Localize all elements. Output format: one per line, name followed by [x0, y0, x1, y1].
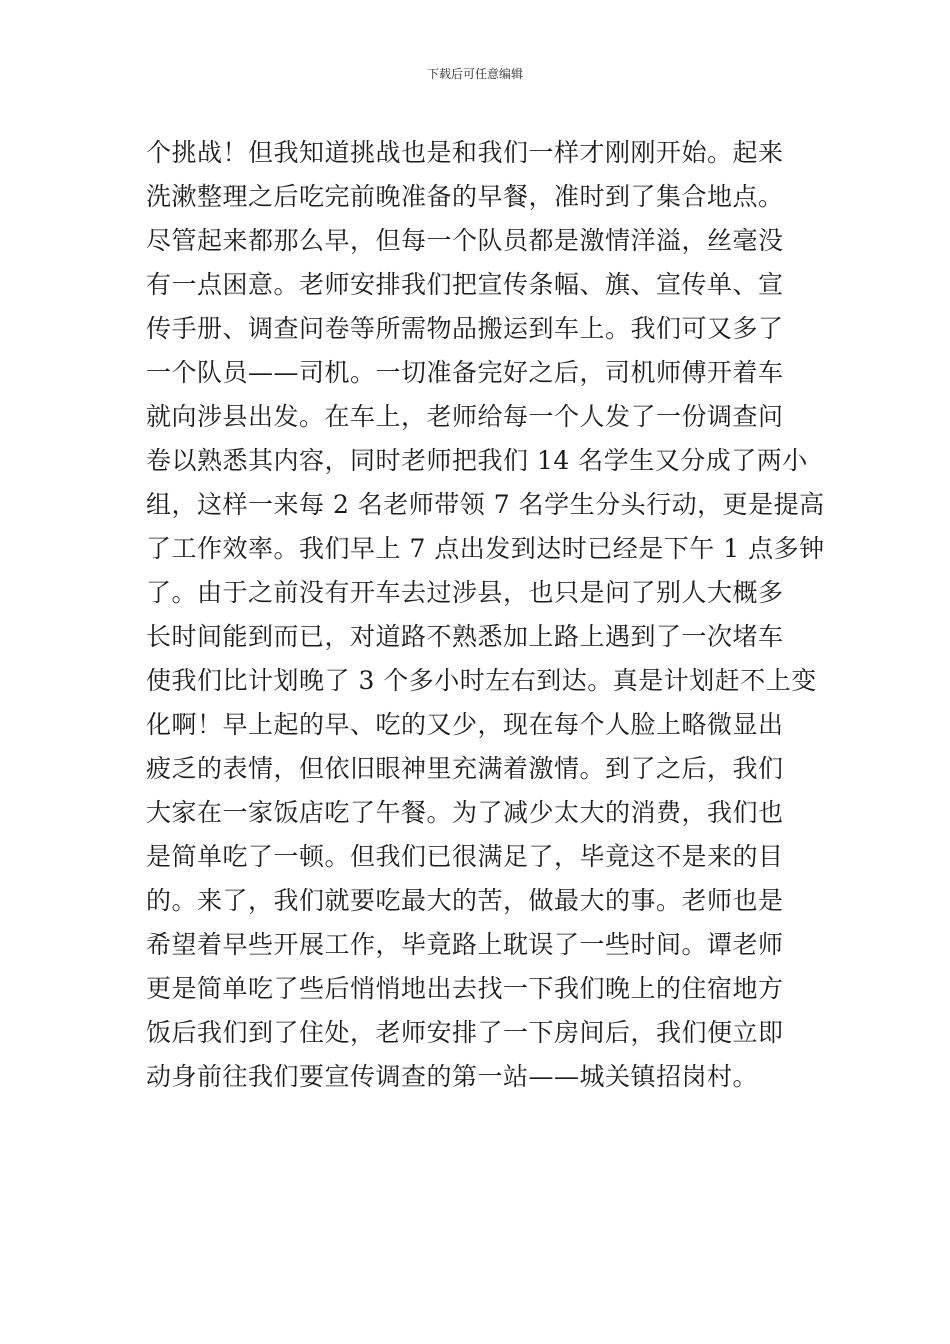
text-line: 洗漱整理之后吃完前晚准备的早餐，准时到了集合地点。: [146, 182, 784, 211]
text-line: 饭后我们到了住处，老师安排了一下房间后，我们便立即: [146, 1018, 784, 1047]
text-line: 了。由于之前没有开车去过涉县，也只是问了别人大概多: [146, 578, 784, 607]
text-line: 一个队员——司机。一切准备完好之后，司机师傅开着车: [146, 358, 784, 387]
text-line: 使我们比计划晚了 3 个多小时左右到达。真是计划赶不上变: [146, 666, 817, 695]
text-line: 了工作效率。我们早上 7 点出发到达时已经是下午 1 点多钟: [146, 534, 825, 563]
text-line: 大家在一家饭店吃了午餐。为了减少太大的消费，我们也: [146, 798, 784, 827]
text-line: 个挑战！但我知道挑战也是和我们一样才刚刚开始。起来: [146, 138, 784, 167]
text-line: 长时间能到而已，对道路不熟悉加上路上遇到了一次堵车: [146, 622, 784, 651]
text-line: 疲乏的表情，但依旧眼神里充满着激情。到了之后，我们: [146, 754, 784, 783]
body-text: [146, 131, 825, 1099]
text-line: 尽管起来都那么早，但每一个队员都是激情洋溢，丝毫没: [146, 226, 784, 255]
text-line: 更是简单吃了些后悄悄地出去找一下我们晚上的住宿地方: [146, 974, 784, 1003]
text-line: 的。来了，我们就要吃最大的苦，做最大的事。老师也是: [146, 886, 784, 915]
text-line: 有一点困意。老师安排我们把宣传条幅、旗、宣传单、宣: [146, 270, 784, 299]
page-header: 下载后可任意编辑: [426, 67, 523, 81]
text-line: 是简单吃了一顿。但我们已很满足了，毕竟这不是来的目: [146, 842, 784, 871]
text-line: 化啊！早上起的早、吃的又少，现在每个人脸上略微显出: [146, 710, 784, 739]
text-line: 就向涉县出发。在车上，老师给每一个人发了一份调查问: [146, 402, 784, 431]
text-line: 动身前往我们要宣传调查的第一站——城关镇招岗村。: [146, 1062, 759, 1091]
text-line: 卷以熟悉其内容，同时老师把我们 14 名学生又分成了两小: [146, 446, 808, 475]
text-line: 组，这样一来每 2 名老师带领 7 名学生分头行动，更是提高: [146, 490, 825, 519]
text-line: 希望着早些开展工作，毕竟路上耽误了一些时间。谭老师: [146, 930, 784, 959]
text-line: 传手册、调查问卷等所需物品搬运到车上。我们可又多了: [146, 314, 784, 343]
